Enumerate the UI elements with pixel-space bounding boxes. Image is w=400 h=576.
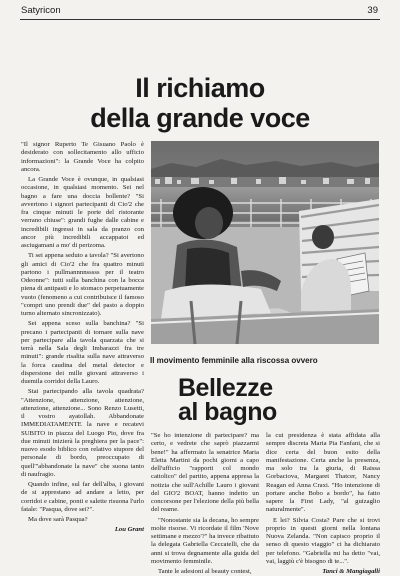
author-signature: Lou Grant — [114, 526, 144, 534]
left-column — [21, 141, 144, 546]
paragraph: Sei appena sceso sulla banchina? "Si precano i partecipanti di tornare sulla nave per partecipare alla tavola quarzata che si terrà nella Sala degli Imbarazzi fra tre minuti": grande risalita sulla nave attraverso la forca caudina del metal detector e dispersione dei mille giovani attraverso i duemila corridoi della Lauro. — [21, 320, 144, 385]
author-signature: Tanci & Mangiagalli — [322, 568, 380, 575]
middle-column — [151, 432, 259, 575]
header-rule — [20, 19, 380, 20]
article-title-line1: Il richiamo — [135, 73, 265, 103]
right-column — [266, 432, 380, 575]
paragraph: Ma dove sarà Pasqua? — [28, 516, 88, 523]
paragraph: Tante le adesioni al beauty contest, — [158, 568, 252, 575]
paragraph: E lei? Silvia Costa? Pare che si trovi proprio in questi giorni nella lontana Nuova Zelanda. "Non capisco proprio il senso di questo viaggio" ci ha dichiarato per telefono. "Gabriella mi ha detto "vai, vai, laggiù c'è bisogno di te...". — [266, 516, 380, 565]
paragraph: Ti sei appena seduto a tavola? "Si avertono gli amici di Cio'2 che fra quattro minuti partono i pullmannnnsssss per il teatro Odeonne": tutti sulla banchina con la bocca piena di antipasti e lo stomaco perpetuamente vuoto (fenomeno a cui contribuisce il famoso "compri uno prendi due" del pasto a doppio turno alternato sincronizzato). — [21, 252, 144, 317]
article-photo — [151, 141, 379, 344]
page-number: 39 — [367, 5, 378, 16]
article-title-line2: della grande voce — [90, 103, 310, 133]
paragraph: "Nonostante sia la decana, ho sempre molte risorse. Vi ricordate il film 'Nove settimane e mezzo'?" ha invece ribattuto la delegata Gabriella Ceccatelli, che da anni si trova degnamente alla guida del movimento femminile. — [151, 516, 259, 565]
subtitle-line1: Bellezze — [178, 374, 273, 402]
section-name: Satyricon — [21, 5, 61, 16]
paragraph: Quando infine, sul far dell'alba, i giovani de si apprestano ad andare a letto, per corridoi e cabine, ponti e salette risuona l'urlo fatale: "Pasqua, dove sei?". — [21, 481, 144, 513]
paragraph: la cui presidenza è stata affidata alla sempre discreta Maria Pia Fanfani, che si dice certa del buon esito della manifestazione. Certa anche la presenza, ma solo tra la giuria, di Raissa Gorbaciova, Margaret Thatcer, Nancy Reagan ed Anna Craxi. "Ho intenzione di portare anche Bobo a bordo", ha fatto sapere la First Lady, "al guizaglio naturalmente". — [266, 432, 380, 514]
paragraph: "Se ho intenzione di partecipare? ma certo, e vedrete che saprò piazzarmi bene!" ha affermato la senatrice Maria Eletta Martini da pochi giorni a capo dell'ufficio "rapporti col mondo cattolico" del partito, appena appresa la notizia che sull'Achille Lauro i giovani del GIO'2 BOAT, hanno indetto un concorsone per l'elezione della più bella del reame. — [151, 432, 259, 514]
subtitle-line2: al bagno — [178, 398, 277, 426]
paragraph: Stai partecipando alla tavola quadrata? "Attenzione, attenzione, attenzione, attenzione, attenzione... Sono Renzo Lusetti, il vostro ayatollah. Abbandonate IMMEDIATAMENTE la nave e recatevi SUBITO in piazza del Luogo Pio, dove fra due minuti inizierà la preghiera per la pace": nuovo esodo biblico con relativo stupore del personale di bordo, preoccupato di quell'"abbandonate la nave" che suona tanto di naufragio. — [21, 388, 144, 478]
photo-caption: Il movimento femminile alla riscossa ovvero — [150, 356, 318, 365]
paragraph: "Il signor Ruperto Te Gisuano Paolo è desiderato con sollecitamento allo ufficio informazioni": la Grande Voce ha colpito ancora. — [21, 141, 144, 173]
beach-photo-illustration — [151, 141, 379, 344]
paragraph: La Grande Voce è ovunque, in qualsiasi occasione, in qualsiasi momento. Sei nel bagno a fare una doccia bollente? "Si avvertono i signori partecipanti di Cio'2 che fra cinque minuti le porte del ristorante verrano chiuse": grandi fughe dalle cabine e incredibili ingressi in sala da pranzo con ancor più incredibili accappatoi ed asciugamani a mo' di perizoma. — [21, 176, 144, 249]
